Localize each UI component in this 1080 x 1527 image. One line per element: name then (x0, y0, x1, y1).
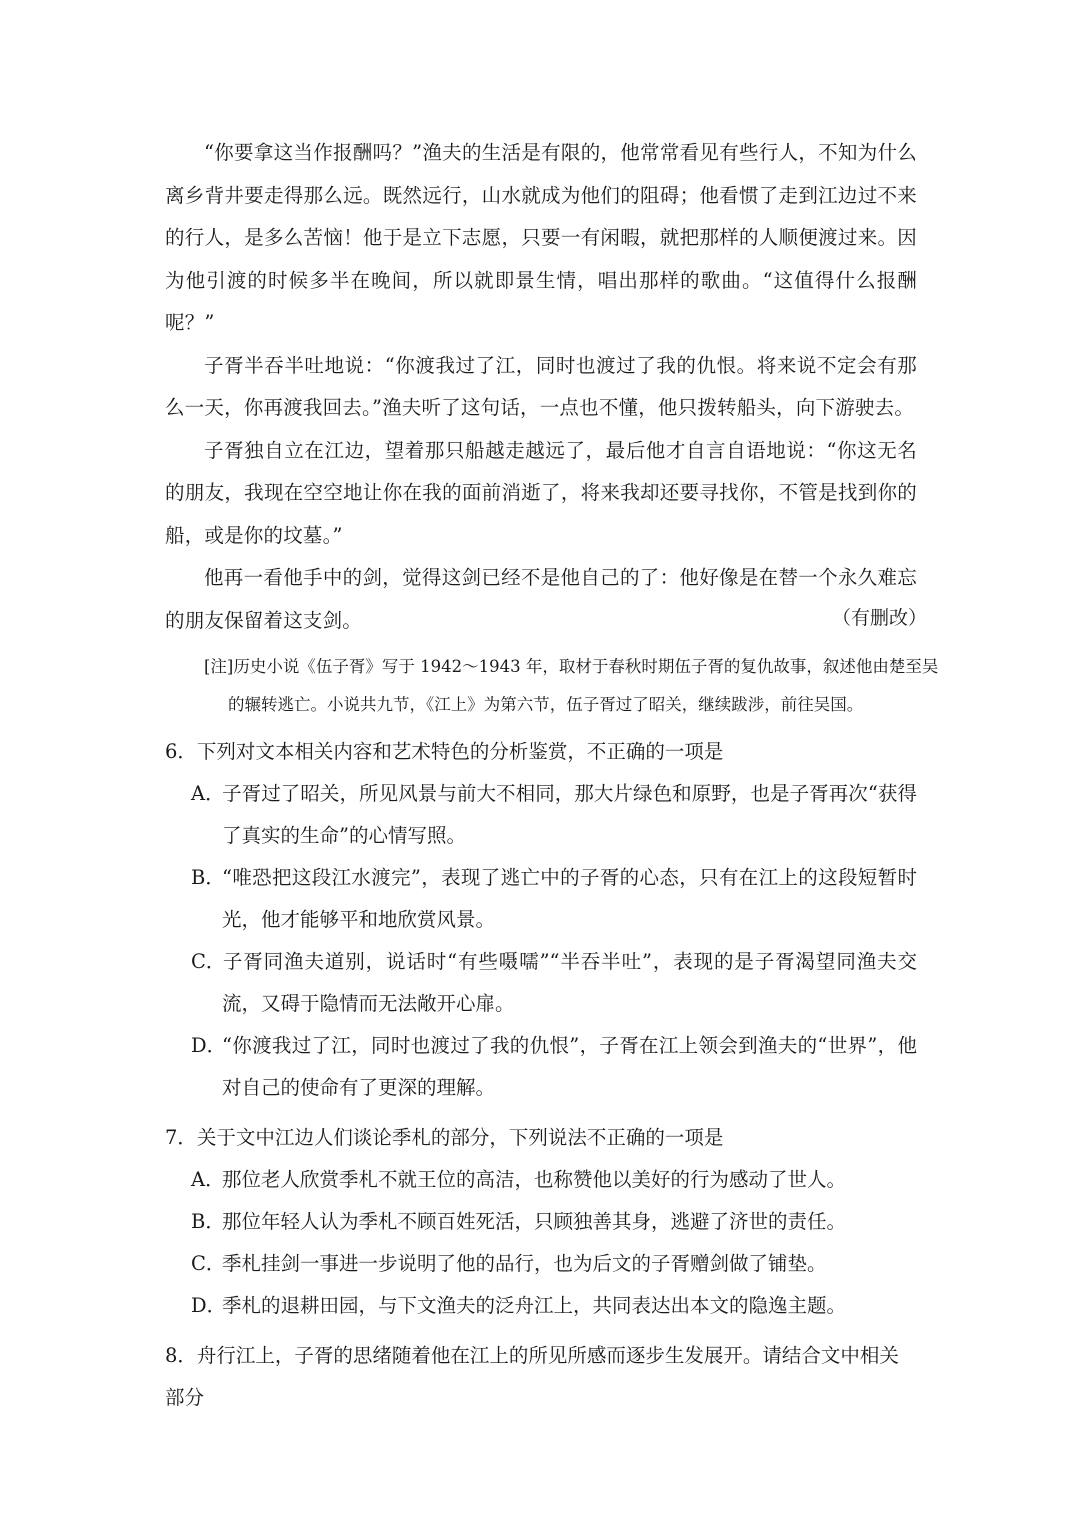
option-c (165, 941, 917, 1025)
option-letter: C． (191, 950, 226, 973)
source-note: （有删改） (832, 607, 928, 629)
option-text: 那位老人欣赏季札不就王位的高洁，也称赞他以美好的行为感动了世人。 (222, 1168, 847, 1191)
option-a (165, 1159, 917, 1201)
option-letter: C． (191, 1252, 226, 1275)
footnote-line-2: 的辗转逃亡。小说共九节，《江上》为第六节，伍子胥过了昭关，继续跋涉，前往吴国。 (228, 695, 864, 714)
option-letter: A． (191, 1168, 225, 1191)
option-letter: A． (191, 782, 225, 805)
option-b (165, 1201, 917, 1243)
passage-paragraph-3: 子胥独自立在江边，望着那只船越走越远了，最后他才自言自语地说：“你这无名的朋友，我现在空空地让你在我的面前消逝了，将来我却还要寻找你，不管是找到你的船，或是你的坟墓。” (165, 438, 917, 547)
option-letter: B． (191, 866, 225, 889)
option-d (165, 1025, 917, 1109)
option-text: “唯恐把这段江水渡完”，表现了逃亡中的子胥的心态，只有在江上的这段短暂时光，他才能够平和地欣赏风景。 (222, 866, 917, 931)
reading-passage (165, 132, 917, 642)
footnote (204, 648, 939, 724)
passage-paragraph-1: “你要拿这当作报酬吗？”渔夫的生活是有限的，他常常看见有些行人，不知为什么离乡背井要走得那么远。既然远行，山水就成为他们的阻碍；他看惯了走到江边过不来的行人，是多么苦恼！他于是立下志愿，只要一有闲暇，就把那样的人顺便渡过来。因为他引渡的时候多半在晚间，所以就即景生情，唱出那样的歌曲。“这值得什么报酬呢？” (165, 141, 917, 334)
option-text: 季札挂剑一事进一步说明了他的品行，也为后文的子胥赠剑做了铺垫。 (222, 1252, 827, 1275)
question-8 (165, 1335, 917, 1419)
passage-paragraph-4: 他再一看他手中的剑，觉得这剑已经不是他自己的了：他好像是在替一个永久难忘的朋友保留着这支剑。 (165, 566, 917, 632)
option-b (165, 857, 917, 941)
option-text: 子胥同渔夫道别，说话时“有些嗫嚅”“半吞半吐”，表现的是子胥渴望同渔夫交流，又碍于隐情而无法敞开心扉。 (222, 950, 917, 1015)
option-a (165, 773, 917, 857)
question-stem: 7．关于文中江边人们谈论季札的部分，下列说法不正确的一项是 (165, 1126, 724, 1149)
question-stem: 8．舟行江上，子胥的思绪随着他在江上的所见所感而逐步生发展开。请结合文中相关部分 (165, 1344, 899, 1409)
option-letter: D． (191, 1034, 227, 1057)
question-7 (165, 1117, 917, 1327)
option-letter: D． (191, 1294, 227, 1317)
option-text: 那位年轻人认为季札不顾百姓死活，只顾独善其身，逃避了济世的责任。 (222, 1210, 847, 1233)
option-letter: B． (191, 1210, 225, 1233)
passage-paragraph-2: 子胥半吞半吐地说：“你渡我过了江，同时也渡过了我的仇恨。将来说不定会有那么一天，你再渡我回去。”渔夫听了这句话，一点也不懂，他只拨转船头，向下游驶去。 (165, 353, 917, 419)
question-6 (165, 731, 917, 1109)
question-stem: 6．下列对文本相关内容和艺术特色的分析鉴赏，不正确的一项是 (165, 740, 724, 763)
option-d (165, 1285, 917, 1327)
option-text: 季札的退耕田园，与下文渔夫的泛舟江上，共同表达出本文的隐逸主题。 (222, 1294, 847, 1317)
footnote-line-1: [注]历史小说《伍子胥》写于 1942～1943 年，取材于春秋时期伍子胥的复仇故事，叙述他由楚至吴 (204, 657, 939, 676)
option-text: “你渡我过了江，同时也渡过了我的仇恨”，子胥在江上领会到渔夫的“世界”，他对自己的使命有了更深的理解。 (222, 1034, 917, 1099)
option-c (165, 1243, 917, 1285)
option-text: 子胥过了昭关，所见风景与前大不相同，那大片绿色和原野，也是子胥再次“获得了真实的生命”的心情写照。 (222, 782, 917, 847)
